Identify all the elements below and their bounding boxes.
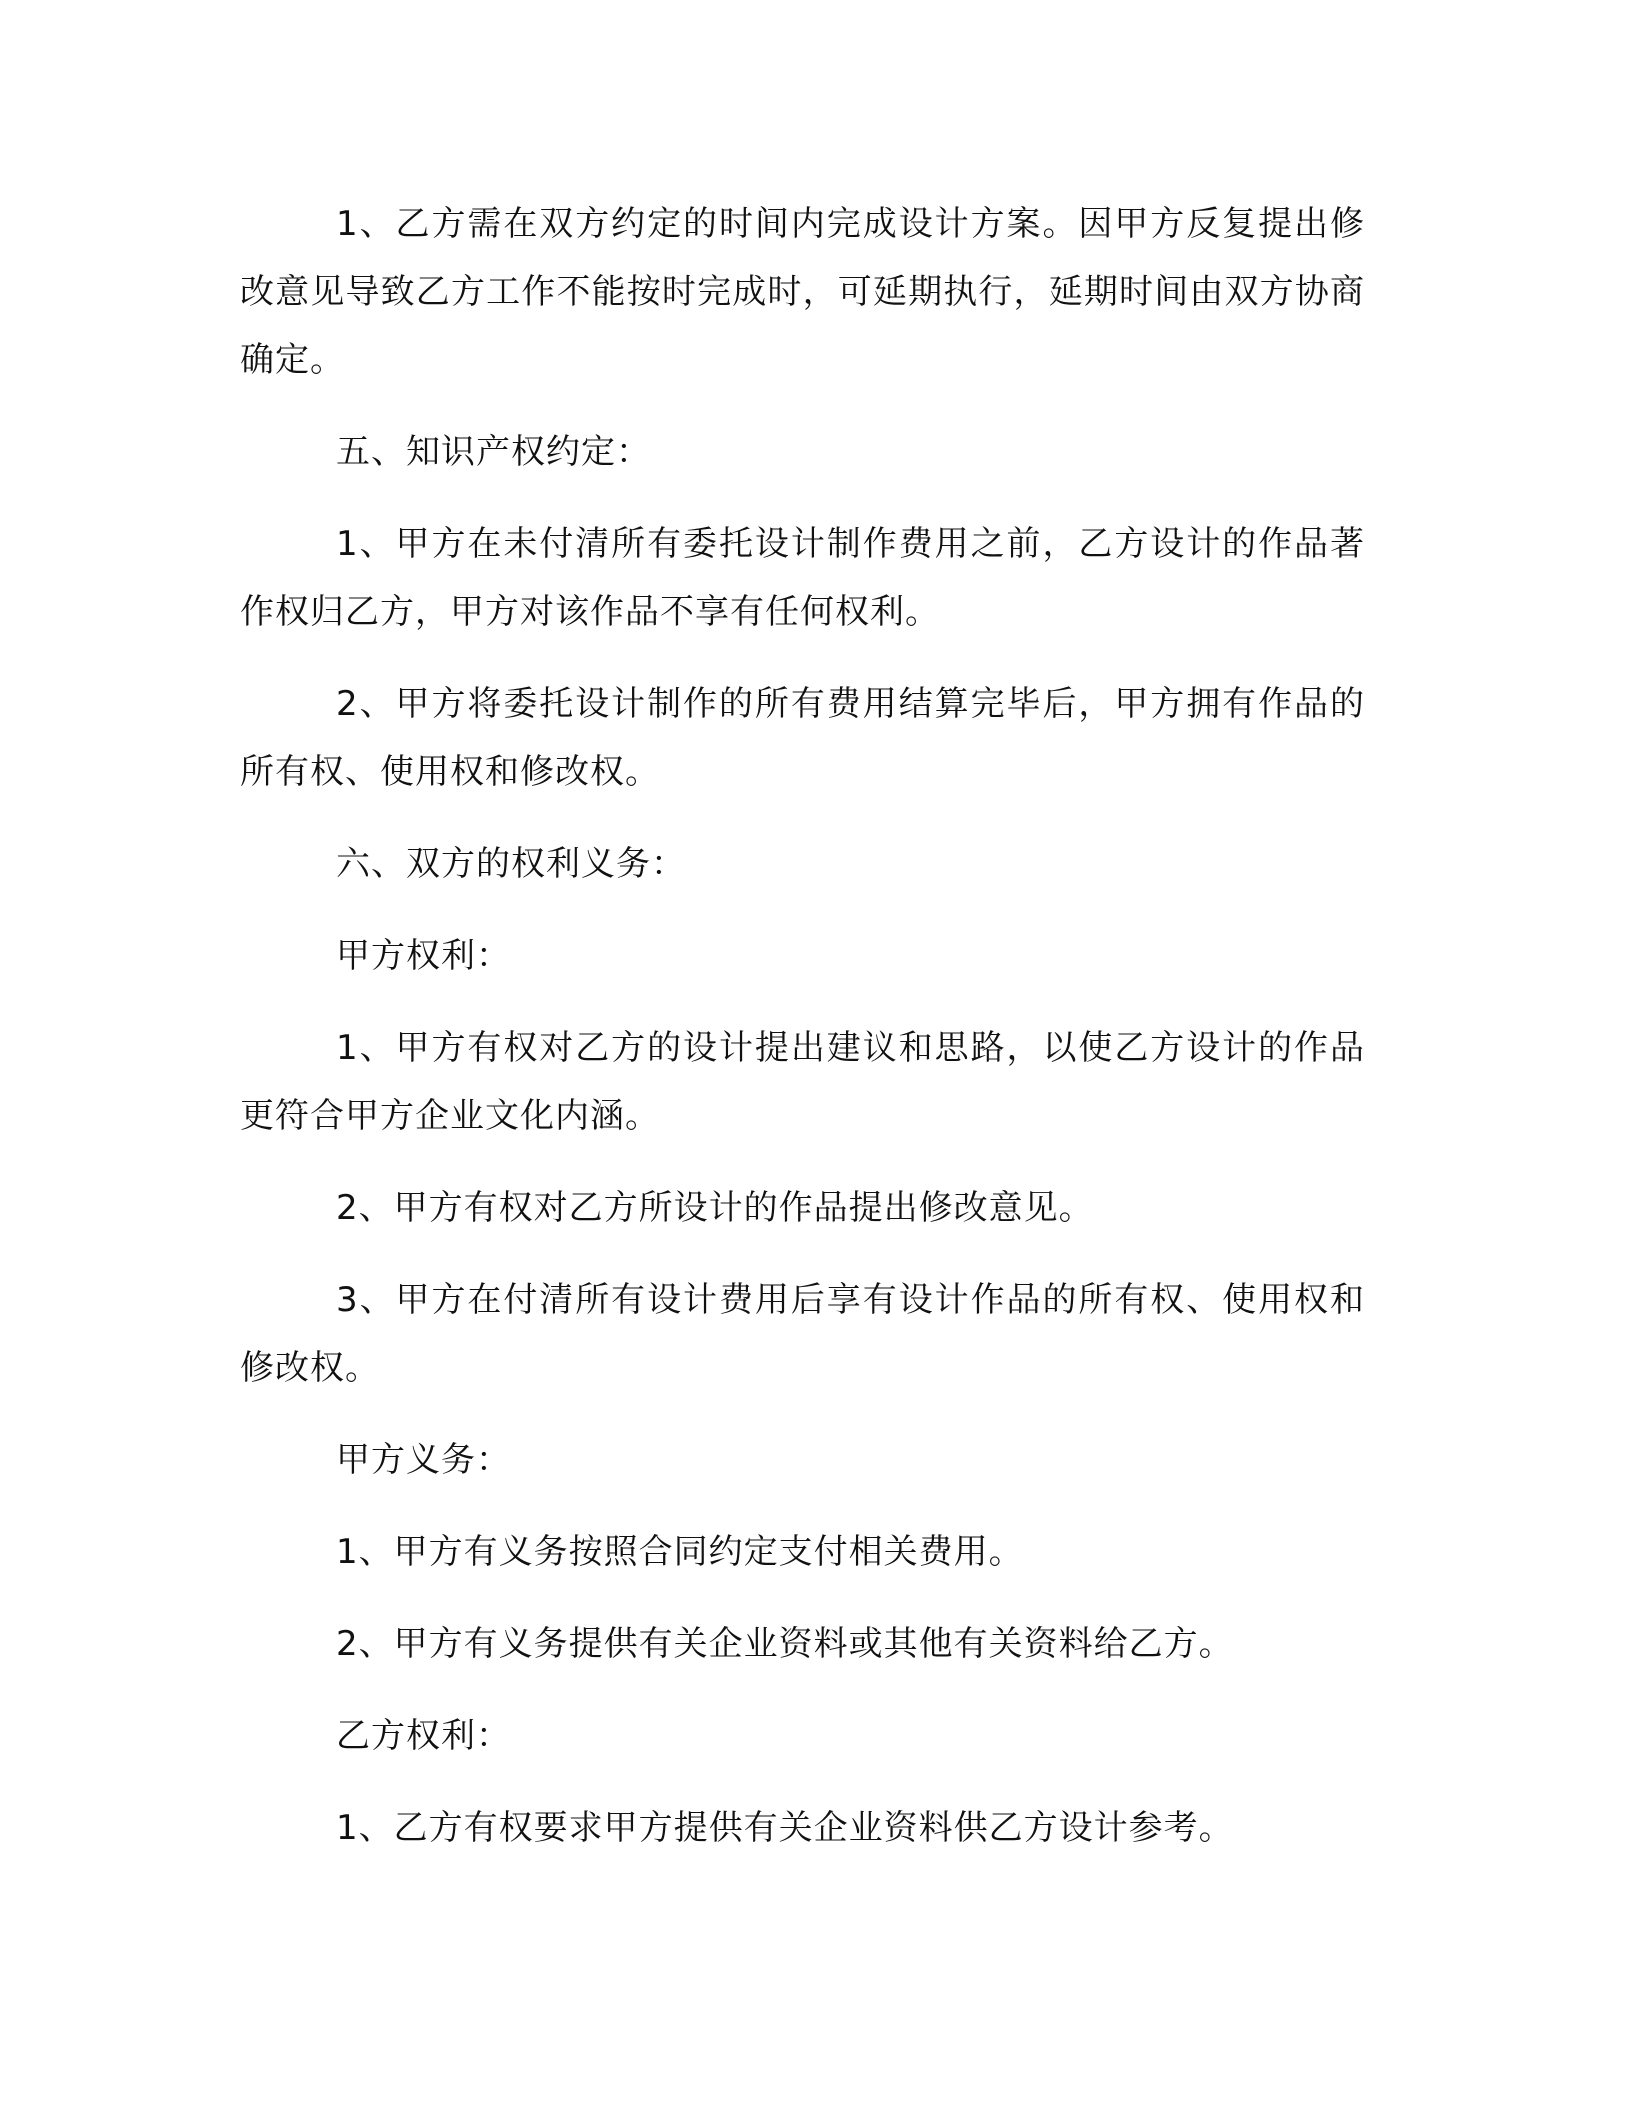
clause-paragraph: 1、甲方有权对乙方的设计提出建议和思路，以使乙方设计的作品更符合甲方企业文化内涵。 <box>240 1028 1365 1136</box>
subheading-party-b-rights: 乙方权利： <box>336 1716 511 1756</box>
clause-paragraph: 1、甲方在未付清所有委托设计制作费用之前，乙方设计的作品著作权归乙方，甲方对该作品不享有任何权利。 <box>240 524 1365 632</box>
section-heading-intellectual-property: 五、知识产权约定： <box>336 432 651 472</box>
subheading-party-a-rights: 甲方权利： <box>336 936 511 976</box>
clause-paragraph: 1、甲方有义务按照合同约定支付相关费用。 <box>336 1532 1024 1572</box>
clause-paragraph: 1、乙方有权要求甲方提供有关企业资料供乙方设计参考。 <box>336 1808 1234 1848</box>
clause-paragraph: 3、甲方在付清所有设计费用后享有设计作品的所有权、使用权和修改权。 <box>240 1280 1365 1388</box>
clause-paragraph: 2、甲方有权对乙方所设计的作品提出修改意见。 <box>336 1188 1094 1228</box>
section-heading-rights-obligations: 六、双方的权利义务： <box>336 844 686 884</box>
clause-paragraph: 1、乙方需在双方约定的时间内完成设计方案。因甲方反复提出修改意见导致乙方工作不能按时完成时，可延期执行，延期时间由双方协商确定。 <box>240 204 1365 380</box>
clause-paragraph: 2、甲方有义务提供有关企业资料或其他有关资料给乙方。 <box>336 1624 1234 1664</box>
clause-paragraph: 2、甲方将委托设计制作的所有费用结算完毕后，甲方拥有作品的所有权、使用权和修改权。 <box>240 684 1365 792</box>
document-body <box>240 190 1365 1886</box>
subheading-party-a-obligations: 甲方义务： <box>336 1440 511 1480</box>
